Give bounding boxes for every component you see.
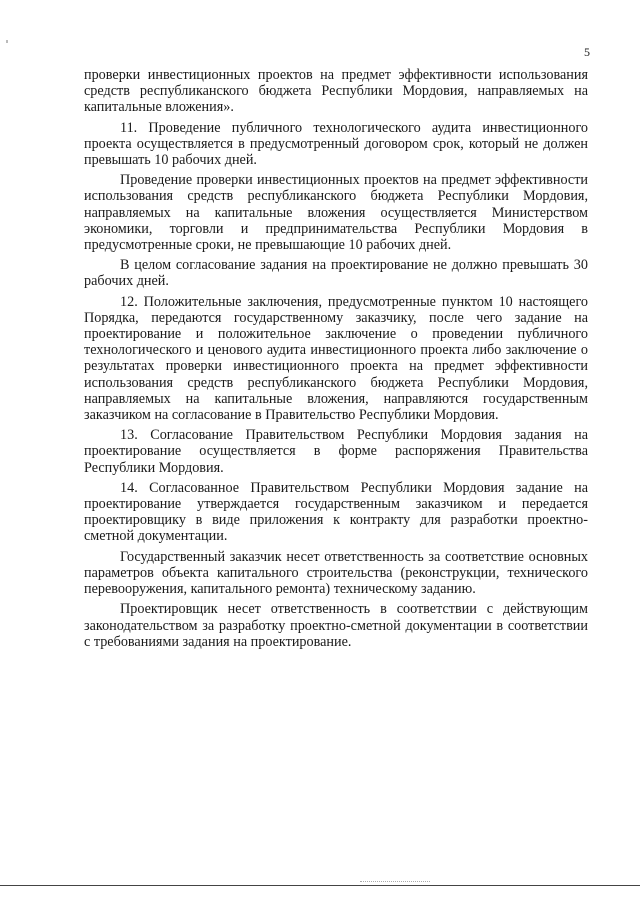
- paragraph-customer-responsibility: Государственный заказчик несет ответственность за соответствие основных параметров объекта капитального строительства (реконструкции, технического перевооружения, капитального ремонта) техническому заданию.: [84, 548, 588, 598]
- paragraph-item-14: 14. Согласованное Правительством Республики Мордовия задание на проектирование утверждается государственным заказчиком и передается проектировщику в виде приложения к контракту для разработки проектно-сметной документации.: [84, 479, 588, 545]
- paragraph-item-13: 13. Согласование Правительством Республики Мордовия задания на проектирование осуществляется в форме распоряжения Правительства Республики Мордовия.: [84, 427, 588, 476]
- paragraph-verification: Проведение проверки инвестиционных проектов на предмет эффективности использования средств республиканского бюджета Республики Мордовия, направляемых на капитальные вложения осуществляется Министерством экономики, торговли и предпринимательства Республики Мордовия в предусмотренные сроки, не превышающие 10 рабочих дней.: [84, 172, 588, 254]
- footer-mark: [360, 881, 430, 882]
- paragraph-approval-term: В целом согласование задания на проектирование не должно превышать 30 рабочих дней.: [84, 257, 588, 290]
- paragraph-continuation: проверки инвестиционных проектов на предмет эффективности использования средств республиканского бюджета Республики Мордовия, направляемых на капитальные вложения».: [84, 67, 588, 116]
- footer-rule: [0, 885, 640, 886]
- scan-mark: [6, 40, 8, 43]
- paragraph-item-11: 11. Проведение публичного технологического аудита инвестиционного проекта осуществляется в предусмотренный договором срок, который не должен превышать 10 рабочих дней.: [84, 119, 588, 169]
- page-number: 5: [584, 45, 590, 59]
- paragraph-item-12: 12. Положительные заключения, предусмотренные пунктом 10 настоящего Порядка, передаются государственному заказчику, после чего задание на проектирование и положительное заключение о проведении публичного технологического и ценового аудита инвестиционного проекта либо заключение о результатах проверки инвестиционного проекта на предмет эффективности использования средств республиканского бюджета Республики Мордовия, направляемых на капитальные вложения, направляются государственным заказчиком на согласование в Правительство Республики Мордовия.: [84, 293, 588, 424]
- document-body: [84, 67, 588, 654]
- paragraph-designer-responsibility: Проектировщик несет ответственность в соответствии с действующим законодательством за разработку проектно-сметной документации в соответствии с требованиями задания на проектирование.: [84, 601, 588, 650]
